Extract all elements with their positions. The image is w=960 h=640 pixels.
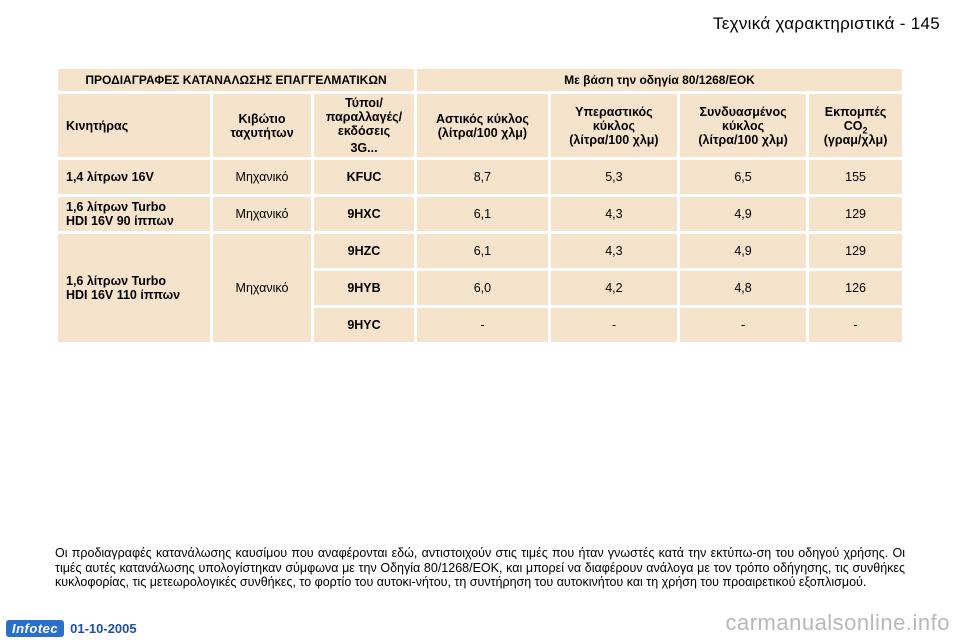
col-gearbox-line1: Κιβώτιο [238,111,286,126]
cell-type: 9HZC [314,234,414,268]
cell-type: 9HXC [314,197,414,231]
cell-urban: - [417,308,548,342]
cell-extra-urban: - [551,308,677,342]
col-co2-line2 [813,119,898,133]
col-extra-line1: Υπεραστικός [575,104,653,119]
col-combined-line2: κύκλος [721,118,765,133]
print-date: 01-10-2005 [70,621,137,636]
col-extra-urban [551,94,677,157]
cell-extra-urban: 4,3 [551,234,677,268]
col-co2-line3: (γραμ/χλμ) [823,132,888,147]
cell-engine-line2: HDI 16V 90 ίππων [66,214,174,228]
cell-co2: 129 [809,197,902,231]
col-types-line4: 3G... [350,141,378,155]
cell-co2: 126 [809,271,902,305]
group-header-specs: ΠΡΟΔΙΑΓΡΑΦΕΣ ΚΑΤΑΝΑΛΩΣΗΣ ΕΠΑΓΓΕΛΜΑΤΙΚΩΝ [58,69,414,91]
col-types-line2: παραλλαγές/ [325,110,403,124]
cell-engine-line1: 1,6 λίτρων Turbo [66,274,167,288]
col-combined-line3: (λίτρα/100 χλμ) [698,132,788,147]
consumption-note: Οι προδιαγραφές κατανάλωσης καυσίμου που αναφέρονται εδώ, αντιστοιχούν στις τιμές που ήταν γνωστές κατά την εκτύπω-ση του οδηγού χρήσης. Οι τιμές αυτές κατανάλωσης υπολογίστηκαν σύμφωνα με την Οδηγία 80/1268/ΕΟΚ, και μπορεί να διαφέρουν ανάλογα με τον τρόπο οδήγησης, τις συνθήκες κυκλοφορίας, τις μετεωρολογικές συνθήκες, το φορτίο του αυτοκι-νήτου, τη συντήρηση του αυτοκινήτου και τη χρήση του προαιρετικού εξοπλισμού. [55,546,905,589]
cell-extra-urban: 5,3 [551,160,677,194]
cell-type: 9HYB [314,271,414,305]
col-co2 [809,94,902,157]
col-combined-line1: Συνδυασμένος [699,104,787,119]
col-types [314,94,414,157]
cell-combined: - [680,308,806,342]
watermark: carmanualsonline.info [725,610,950,635]
col-types-line3: εκδόσεις [337,124,391,138]
table-column-header [58,94,902,157]
cell-engine-line2: HDI 16V 110 ίππων [66,288,181,302]
table-group-header [58,69,902,91]
col-urban-line1: Αστικός κύκλος [435,111,529,126]
cell-type: 9HYC [314,308,414,342]
cell-type: KFUC [314,160,414,194]
cell-co2: - [809,308,902,342]
col-engine: Κινητήρας [58,94,210,157]
footer [6,620,137,637]
cell-co2: 155 [809,160,902,194]
cell-combined: 4,8 [680,271,806,305]
cell-gearbox: Μηχανικό [213,197,311,231]
cell-engine [58,197,210,231]
cell-combined: 4,9 [680,234,806,268]
cell-urban: 6,0 [417,271,548,305]
co2-subscript: 2 [862,125,868,135]
cell-combined: 4,9 [680,197,806,231]
table-row [58,234,902,268]
col-gearbox-line2: ταχυτήτων [230,125,294,140]
col-types-line1: Τύποι/ [345,96,383,110]
cell-extra-urban: 4,3 [551,197,677,231]
page-title: Τεχνικά χαρακτηριστικά - 145 [712,14,940,33]
group-header-directive: Με βάση την οδηγία 80/1268/ΕΟΚ [417,69,902,91]
col-extra-line2: κύκλος [592,118,635,133]
cell-gearbox: Μηχανικό [213,234,311,342]
col-combined [680,94,806,157]
cell-engine: 1,4 λίτρων 16V [58,160,210,194]
col-urban-line2: (λίτρα/100 χλμ) [437,125,528,140]
cell-extra-urban: 4,2 [551,271,677,305]
cell-gearbox: Μηχανικό [213,160,311,194]
col-urban [417,94,548,157]
cell-urban: 6,1 [417,234,548,268]
cell-engine [58,234,210,342]
cell-urban: 8,7 [417,160,548,194]
col-gearbox [213,94,311,157]
infotec-logo: Infotec [6,620,64,637]
table-row [58,197,902,231]
col-extra-line3: (λίτρα/100 χλμ) [569,132,659,147]
col-co2-line1: Εκπομπές [824,104,887,119]
cell-combined: 6,5 [680,160,806,194]
cell-co2: 129 [809,234,902,268]
cell-urban: 6,1 [417,197,548,231]
co2-text: CO [843,118,863,133]
table-row [58,160,902,194]
cell-engine-line1: 1,6 λίτρων Turbo [66,200,167,214]
consumption-table [55,66,905,345]
